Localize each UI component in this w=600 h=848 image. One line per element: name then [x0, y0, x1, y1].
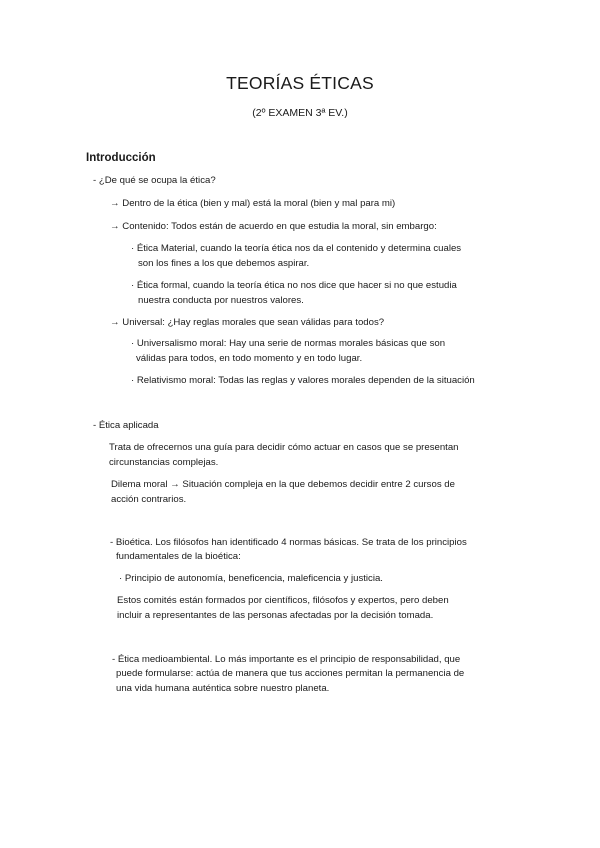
- bullet-principio: · Principio de autonomía, beneficencia, maleficencia y justicia.: [119, 573, 383, 584]
- paragraph-dilema-cont: acción contrarios.: [111, 494, 187, 505]
- paragraph-trata: Trata de ofrecernos una guía para decidir cómo actuar en casos que se presentan: [109, 442, 459, 453]
- paragraph-comites-cont: incluir a representantes de las personas afectadas por la decisión tomada.: [117, 610, 434, 621]
- paragraph-dilema: Dilema moral → Situación compleja en la que debemos decidir entre 2 cursos de: [111, 479, 455, 490]
- arrow-item-contenido: → Contenido: Todos están de acuerdo en que estudia la moral, sin embargo:: [110, 221, 437, 232]
- bullet-etica-formal-cont: nuestra conducta por nuestros valores.: [138, 295, 304, 306]
- bullet-universalismo-cont: válidas para todos, en todo momento y en todo lugar.: [136, 353, 363, 364]
- bullet-universalismo: · Universalismo moral: Hay una serie de normas morales básicas que son: [131, 338, 446, 349]
- paragraph-bioetica: - Bioética. Los filósofos han identificado 4 normas básicas. Se trata de los principios: [110, 537, 467, 548]
- bullet-etica-formal: · Ética formal, cuando la teoría ética no nos dice que hacer si no que estudia: [131, 280, 457, 291]
- bullet-relativismo: · Relativismo moral: Todas las reglas y valores morales dependen de la situación: [131, 375, 475, 386]
- section-etica-aplicada: - Ética aplicada: [93, 420, 159, 431]
- paragraph-bioetica-cont: fundamentales de la bioética:: [116, 551, 241, 562]
- arrow-item-dentro: → Dentro de la ética (bien y mal) está la moral (bien y mal para mi): [110, 198, 396, 209]
- page-title: TEORÍAS ÉTICAS: [226, 73, 374, 93]
- section-heading-introduccion: Introducción: [86, 152, 156, 164]
- paragraph-trata-cont: circunstancias complejas.: [109, 457, 219, 468]
- question-line: - ¿De qué se ocupa la ética?: [93, 175, 216, 186]
- paragraph-comites: Estos comités están formados por científicos, filósofos y expertos, pero deben: [117, 595, 449, 606]
- page-subtitle: (2º EXAMEN 3ª EV.): [252, 107, 348, 119]
- bullet-etica-material: · Ética Material, cuando la teoría ética nos da el contenido y determina cuales: [131, 243, 462, 254]
- bullet-etica-material-cont: son los fines a los que debemos aspirar.: [138, 258, 310, 269]
- paragraph-medioambiental: - Ética medioambiental. Lo más importante es el principio de responsabilidad, que: [112, 654, 461, 665]
- arrow-item-universal: → Universal: ¿Hay reglas morales que sean válidas para todos?: [110, 317, 385, 328]
- paragraph-medioambiental-cont: puede formularse: actúa de manera que tus acciones permitan la permanencia de: [116, 668, 465, 679]
- paragraph-medioambiental-cont2: una vida humana auténtica sobre nuestro planeta.: [116, 683, 330, 694]
